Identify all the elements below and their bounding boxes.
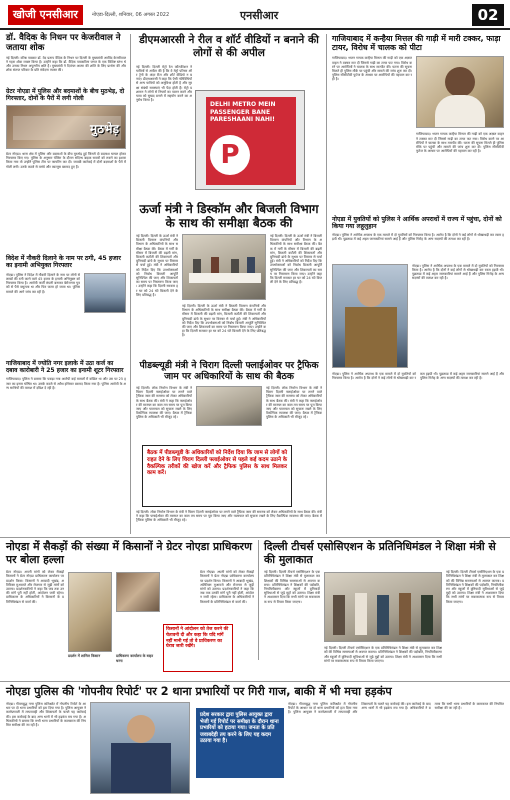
pwd-meeting-photo	[196, 386, 262, 426]
article-body: गाजियाबाद। पुलिस ने बताया कि पकड़ा गया आरोपी कई मामलों में वांछित था और उस पर 25 हजार का इनाम घोषित था। उसके कब्जे से अवैध हथियार बरामद किया गया है। पुलिस आरोपी के अन्य साथियों की तलाश में दबिश दे रही है।	[6, 377, 126, 390]
article-headline: डॉ. वैदिक के निधन पर केजरीवाल ने जताया शोक	[6, 33, 121, 53]
police-officer-photo	[332, 264, 408, 368]
article-body-right: नई दिल्ली। लोक निर्माण विभाग के मंत्री ने चिराग दिल्ली फ्लाईओवर पर लगने वाले ट्रैफिक जाम की समस्या को लेकर अधिकारियों के साथ बैठक की। मंत्री ने कहा कि फ्लाईओवर की मरम्मत का काम तय समय पर पूरा किया जाए और यातायात को सुचारू रखने के लिए वैकल्पिक व्यवस्था की जाए। बैठक में ट्रैफिक पुलिस के अधिकारी भी मौजूद रहे।	[266, 386, 322, 420]
masthead-logo: खोजी एनसीआर	[8, 5, 83, 25]
article-headline: नोएडा में युवतियों को पुलिस ने आर्थिक अपराधों में राज्य में पहुंचा, दोनों को किया गया लहूलुहान	[332, 216, 502, 231]
article-headline: पीडब्ल्यूडी मंत्री ने चिराग दिल्ली फ्लाईओवर पर ट्रैफिक जाम पर अधिकारियों के साथ की बैठक	[139, 360, 319, 382]
article-body: ग्रेटर नोएडा। अपनी मांगों को लेकर सैकड़ों किसानों ने ग्रेटर नोएडा प्राधिकरण कार्यालय पर प्रदर्शन किया। किसानों ने आबादी भूखंड, अतिरिक्त मुआवजे और रोजगार से जुड़ी मांगों को उठाया। प्रदर्शनकारियों ने कहा कि जब तक उनकी मांगें पूरी नहीं होतीं, आंदोलन जारी रहेगा। प्राधिकरण के अधिकारियों ने किसानों के प्रतिनिधिमंडल से वार्ता की।	[6, 570, 64, 604]
section-title: एनसीआर	[240, 9, 279, 22]
article-job-fraud	[6, 255, 126, 337]
photo-label: मुठभेड़	[89, 122, 119, 136]
photo-caption: प्राधिकरण कार्यालय के बाहर धरना	[116, 654, 154, 663]
article-body: ग्रेटर नोएडा। थाना क्षेत्र में पुलिस और बदमाशों के बीच मुठभेड़ हुई जिसमें दो बदमाश घायल होकर गिरफ्तार किए गए। पुलिस के अनुसार चेकिंग के दौरान संदिग्ध बाइक सवारों को रुकने का इशारा किया गया तो उन्होंने पुलिस टीम पर फायरिंग कर दी। जवाबी कार्रवाई में दोनों बदमाशों के पैरों में गोली लगी। उनके कब्जे से तमंचे और कारतूस बरामद हुए हैं।	[6, 152, 126, 169]
article-energy-minister	[136, 202, 322, 354]
article-shooter	[6, 360, 126, 507]
article-body: नई दिल्ली। लोक निर्माण विभाग के मंत्री ने चिराग दिल्ली फ्लाईओवर पर लगने वाले ट्रैफिक जाम की समस्या को लेकर अधिकारियों के साथ बैठक की। मंत्री ने कहा कि फ्लाईओवर की मरम्मत का काम तय समय पर पूरा किया जाए और यातायात को सुचारू रखने के लिए वैकल्पिक व्यवस्था की जाए। बैठक में ट्रैफिक पुलिस के अधिकारी भी मौजूद रहे।	[136, 386, 192, 420]
teachers-meeting-photo	[324, 572, 442, 642]
singer-photo	[416, 56, 504, 128]
article-body: नोएडा। पुलिस ने विदेश में नौकरी दिलाने के नाम पर लोगों से लाखों की ठगी करने वाले 45 हजार के इनामी अभियुक्त को गिरफ्तार किया है। आरोपी फर्जी कंपनी बनाकर बेरोजगार युवकों से पैसे वसूलता था और फिर फरार हो जाता था। पुलिस मामले की आगे जांच कर रही है।	[6, 272, 80, 294]
article-body-continued: गाजियाबाद। भजन गायक कन्हैया मित्तल की गाड़ी को एक अज्ञात वाहन ने टक्कर मार दी जिससे गाड़ी का टायर फट गया। विरोध करने पर आरोपियों ने चालक के साथ मारपीट की। घटना की सूचना मिलते ही पुलिस मौके पर पहुंची और मामले की जांच शुरू कर दी। पुलिस सीसीटीवी फुटेज के आधार पर आरोपियों की पहचान कर रही है।	[416, 132, 504, 154]
article-body-continued: नई दिल्ली। दिल्ली टीचर्स एसोसिएशन के एक प्रतिनिधिमंडल ने शिक्षा मंत्री से मुलाकात कर शिक्षकों की विभिन्न समस्याओं से अवगत कराया। प्रतिनिधिमंडल ने शिक्षकों की पदोन्नति, नियमितीकरण और स्कूलों में बुनियादी सुविधाओं से जुड़े मुद्दों को उठाया। शिक्षा मंत्री ने आश्वासन दिया कि सभी मांगों पर सकारात्मक रूप से विचार किया जाएगा।	[324, 646, 442, 663]
article-kanhaiya-mittal	[332, 34, 504, 206]
metro-card-text: DELHI METRO MEIN PASSENGER BANE PARESHAANI NAHI!	[210, 101, 276, 123]
article-body-right: ग्रेटर नोएडा। अपनी मांगों को लेकर सैकड़ों किसानों ने ग्रेटर नोएडा प्राधिकरण कार्यालय पर प्रदर्शन किया। किसानों ने आबादी भूखंड, अतिरिक्त मुआवजे और रोजगार से जुड़ी मांगों को उठाया। प्रदर्शनकारियों ने कहा कि जब तक उनकी मांगें पूरी नहीं होतीं, आंदोलन जारी रहेगा। प्राधिकरण के अधिकारियों ने किसानों के प्रतिनिधिमंडल से वार्ता की।	[200, 570, 254, 604]
article-headline: डीएमआरसी ने रील व शॉर्ट वीडियों न बनाने की लोगों से की अपील	[139, 34, 319, 59]
article-teachers-association	[264, 541, 504, 678]
article-body: नई दिल्ली। वरिष्ठ पत्रकार डॉ. वेद प्रताप वैदिक के निधन पर दिल्ली के मुख्यमंत्री अरविंद केजरीवाल ने गहरा शोक व्यक्त किया है। उन्होंने कहा कि डॉ. वैदिक पत्रकारिता जगत के एक विशिष्ट स्तंभ थे और उनका निधन अपूरणीय क्षति है। मुख्यमंत्री ने दिवंगत आत्मा की शांति के लिए प्रार्थना की और शोक संतप्त परिवार के प्रति संवेदना व्यक्त की।	[6, 55, 126, 73]
article-body: गाजियाबाद। भजन गायक कन्हैया मित्तल की गाड़ी को एक अज्ञात वाहन ने टक्कर मार दी जिससे गाड़ी का टायर फट गया। विरोध करने पर आरोपियों ने चालक के साथ मारपीट की। घटना की सूचना मिलते ही पुलिस मौके पर पहुंची और मामले की जांच शुरू कर दी। पुलिस सीसीटीवी फुटेज के आधार पर आरोपियों की पहचान कर रही है।	[332, 56, 412, 82]
farmer-photo-1	[68, 572, 112, 652]
accused-photo	[84, 273, 126, 313]
article-body-lower: नोएडा। पुलिस ने आर्थिक अपराध के एक मामले में दो युवतियों को गिरफ्तार किया है। आरोप है कि दोनों ने कई लोगों से धोखाधड़ी कर रकम हड़पी थी। पूछताछ में कई अहम जानकारियां सामने आई हैं और पुलिस गिरोह के अन्य सदस्यों की तलाश कर रही है।	[332, 371, 504, 381]
pwd-body-bottom: नई दिल्ली। लोक निर्माण विभाग के मंत्री ने चिराग दिल्ली फ्लाईओवर पर लगने वाले ट्रैफिक जाम की समस्या को लेकर अधिकारियों के साथ बैठक की। मंत्री ने कहा कि फ्लाईओवर की मरम्मत का काम तय समय पर पूरा किया जाए और यातायात को सुचारू रखने के लिए वैकल्पिक व्यवस्था की जाए। बैठक में ट्रैफिक पुलिस के अधिकारी भी मौजूद रहे।	[136, 510, 322, 523]
farmers-quote-box: किसानों ने आंदोलन को तेज करने की चेतावनी दी और कहा कि यदि मांगें नहीं मानी गई तो वे प्राधिकरण का घेराव जारी रखेंगे।	[163, 624, 233, 672]
page-number: 02	[472, 4, 504, 26]
article-vaidik	[6, 34, 126, 84]
article-body: नई दिल्ली। दिल्ली टीचर्स एसोसिएशन के एक प्रतिनिधिमंडल ने शिक्षा मंत्री से मुलाकात कर शिक्षकों की विभिन्न समस्याओं से अवगत कराया। प्रतिनिधिमंडल ने शिक्षकों की पदोन्नति, नियमितीकरण और स्कूलों में बुनियादी सुविधाओं से जुड़े मुद्दों को उठाया। शिक्षा मंत्री ने आश्वासन दिया कि सभी मांगों पर सकारात्मक रूप से विचार किया जाएगा।	[264, 570, 320, 604]
parking-logo: P	[210, 135, 250, 175]
article-headline: गाजियाबाद में कन्हैया मित्तल की गाड़ी में मारी टक्कर, फाड़ा टायर, विरोध में चालक को पीटा	[332, 34, 501, 53]
article-headline: विदेश में नौकरी दिलाने के नाम पर ठगी, 45 हजार का इनामी अभियुक्त गिरफ्तार	[6, 255, 121, 270]
article-body: नई दिल्ली। दिल्ली के ऊर्जा मंत्री ने बिजली वितरण कंपनियों और विभाग के अधिकारियों के साथ समीक्षा बैठक की। बैठक में गर्मी के मौसम में बिजली की बढ़ती मांग, बिजली कटौती की शिकायतों और बुनियादी ढांचे के सुधार पर विस्तार से चर्चा हुई। मंत्री ने अधिकारियों को निर्देश दिए कि उपभोक्ताओं को निर्बाध बिजली आपूर्ति सुनिश्चित की जाए और शिकायतों का समय पर निस्तारण किया जाए। उन्होंने कहा कि दिल्ली सरकार हर घर को 24 घंटे बिजली देने के लिए प्रतिबद्ध है।	[136, 234, 178, 297]
police-quote-box: प्रदेश सरकार द्वारा पुलिस आयुक्त द्वारा भेजी गई रिपोर्ट पर समीक्षा के दौरान थाना प्रभारियों को हटाया गया। जनता के प्रति जवाबदेही तय करने के लिए यह कदम उठाया गया है।	[196, 708, 284, 778]
article-headline: ग्रेटर नोएडा में पुलिस और बदमाशों के बीच मुठभेड़, दो गिरफ्तार, दोनों के पैरों में लगी गोली	[6, 88, 125, 102]
page-header	[0, 0, 510, 30]
article-encounter	[6, 88, 126, 206]
article-body: नोएडा। पुलिस ने आर्थिक अपराध के एक मामले में दो युवतियों को गिरफ्तार किया है। आरोप है कि दोनों ने कई लोगों से धोखाधड़ी कर रकम हड़पी थी। पूछताछ में कई अहम जानकारियां सामने आई हैं और पुलिस गिरोह के अन्य सदस्यों की तलाश कर रही है।	[332, 232, 504, 242]
article-body-right: नई दिल्ली। दिल्ली के ऊर्जा मंत्री ने बिजली वितरण कंपनियों और विभाग के अधिकारियों के साथ समीक्षा बैठक की। बैठक में गर्मी के मौसम में बिजली की बढ़ती मांग, बिजली कटौती की शिकायतों और बुनियादी ढांचे के सुधार पर विस्तार से चर्चा हुई। मंत्री ने अधिकारियों को निर्देश दिए कि उपभोक्ताओं को निर्बाध बिजली आपूर्ति सुनिश्चित की जाए और शिकायतों का समय पर निस्तारण किया जाए। उन्होंने कहा कि दिल्ली सरकार हर घर को 24 घंटे बिजली देने के लिए प्रतिबद्ध है।	[270, 234, 322, 285]
pwd-highlight-quote: बैठक में पीडब्ल्यूडी के अधिकारियों को निर्देश दिया कि जाम से लोगों को राहत देने के लिए चिराग दिल्ली फ्लाईओवर से पहले कई कदम उठाने के वैकल्पिक तरीकों की खोज करें और ट्रैफिक पुलिस के साथ मिलकर काम करें।	[142, 445, 292, 507]
article-body-right: नोएडा। गौतमबुद्ध नगर पुलिस कमिश्नरेट में गोपनीय रिपोर्ट के आधार पर दो थाना प्रभारियों को हटा दिया गया है। पुलिस आयुक्त ने कार्यप्रणाली में लापरवाही और शिकायतों के चलते यह कार्रवाई की। इस कार्रवाई के बाद अन्य थानों में भी हड़कंप मच गया है। अधिकारियों ने बताया कि सभी थाना प्रभारियों के कामकाज की नियमित समीक्षा की जा रही है।	[288, 702, 504, 715]
article-noida-women	[332, 216, 504, 534]
meeting-photo	[182, 234, 266, 300]
photo-caption: प्रदर्शन में शामिल किसान	[68, 654, 101, 659]
police-commissioner-photo	[90, 702, 190, 794]
farmer-photo-2	[116, 572, 160, 612]
article-headline: ऊर्जा मंत्री ने डिस्कॉम और बिजली विभाग के साथ की समीक्षा बैठक की	[139, 202, 319, 230]
metro-campaign-image	[195, 90, 305, 190]
article-body-continued: नोएडा। पुलिस ने आर्थिक अपराध के एक मामले में दो युवतियों को गिरफ्तार किया है। आरोप है कि दोनों ने कई लोगों से धोखाधड़ी कर रकम हड़पी थी। पूछताछ में कई अहम जानकारियां सामने आई हैं और पुलिस गिरोह के अन्य सदस्यों की तलाश कर रही है।	[412, 263, 504, 281]
dateline: नोएडा-दिल्ली, शनिवार, 06 अगस्त 2022	[92, 12, 170, 18]
article-headline: नोएडा में सैकड़ों की संख्या में किसानों ने ग्रेटर नोएडा प्राधिकरण पर बोला हल्ला	[6, 540, 252, 566]
article-headline: नोएडा पुलिस की 'गोपनीय रिपोर्ट' पर 2 थाना प्रभारियों पर गिरी गाज, बाकी में भी मचा हड़कंप	[6, 685, 392, 698]
article-body-continued: नई दिल्ली। दिल्ली के ऊर्जा मंत्री ने बिजली वितरण कंपनियों और विभाग के अधिकारियों के साथ समीक्षा बैठक की। बैठक में गर्मी के मौसम में बिजली की बढ़ती मांग, बिजली कटौती की शिकायतों और बुनियादी ढांचे के सुधार पर विस्तार से चर्चा हुई। मंत्री ने अधिकारियों को निर्देश दिए कि उपभोक्ताओं को निर्बाध बिजली आपूर्ति सुनिश्चित की जाए और शिकायतों का समय पर निस्तारण किया जाए। उन्होंने कहा कि दिल्ली सरकार हर घर को 24 घंटे बिजली देने के लिए प्रतिबद्ध है।	[182, 304, 266, 338]
article-body: नोएडा। गौतमबुद्ध नगर पुलिस कमिश्नरेट में गोपनीय रिपोर्ट के आधार पर दो थाना प्रभारियों को हटा दिया गया है। पुलिस आयुक्त ने कार्यप्रणाली में लापरवाही और शिकायतों के चलते यह कार्रवाई की। इस कार्रवाई के बाद अन्य थानों में भी हड़कंप मच गया है। अधिकारियों ने बताया कि सभी थाना प्रभारियों के कामकाज की नियमित समीक्षा की जा रही है।	[6, 702, 86, 728]
article-headline: दिल्ली टीचर्स एसोसिएशन के प्रतिनिधिमंडल ने शिक्षा मंत्री से की मुलाकात	[264, 540, 496, 566]
encounter-photo	[6, 105, 126, 149]
article-body: नई दिल्ली। दिल्ली मेट्रो रेल कॉरपोरेशन ने यात्रियों से अपील की है कि वे मेट्रो परिसर और ट्रेनों के अंदर रील और शॉर्ट वीडियो न बनाएं। डीएमआरसी ने कहा कि ऐसी गतिविधियों से अन्य यात्रियों को असुविधा होती है और सुरक्षा संबंधी समस्याएं भी पैदा होती हैं। मेट्रो प्रशासन ने लोगों से नियमों का पालन करने और यात्रा को सुखद बनाने में सहयोग करने का अनुरोध किया है।	[136, 64, 192, 103]
article-headline: गाजियाबाद में ज्योति नगर इलाके में उठा कर्ज का दबाव कारोबारी ने 25 हजार का इनामी शूटर गिरफ्तार	[6, 360, 124, 375]
article-body-right: नई दिल्ली। दिल्ली टीचर्स एसोसिएशन के एक प्रतिनिधिमंडल ने शिक्षा मंत्री से मुलाकात कर शिक्षकों की विभिन्न समस्याओं से अवगत कराया। प्रतिनिधिमंडल ने शिक्षकों की पदोन्नति, नियमितीकरण और स्कूलों में बुनियादी सुविधाओं से जुड़े मुद्दों को उठाया। शिक्षा मंत्री ने आश्वासन दिया कि सभी मांगों पर सकारात्मक रूप से विचार किया जाएगा।	[446, 570, 504, 604]
